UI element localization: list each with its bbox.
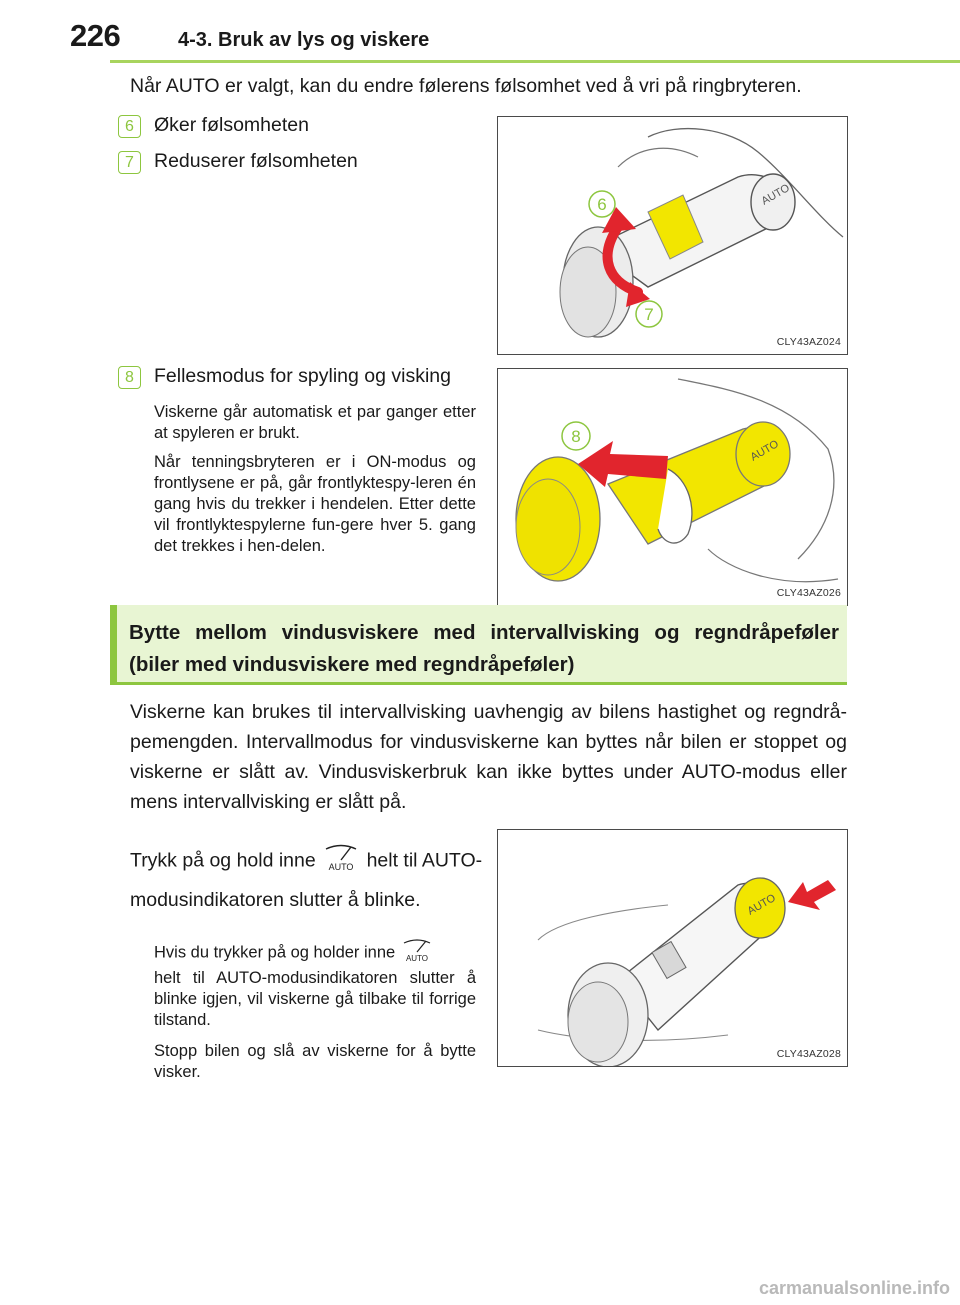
item8-note-2: Når tenningsbryteren er i ON-modus og frontlysene er på, går frontlyktespy-leren én gang hvis du trekker i hendelen. Etter dette vil frontlyktespylerne fun-gere hver 5. gang det trekkes i hen-delen. (154, 453, 476, 555)
header-rule (110, 60, 960, 63)
item-label-7: Reduserer følsomheten (154, 150, 358, 172)
figure-washer-mode (497, 368, 848, 606)
figure-code: CLY43AZ028 (776, 1048, 841, 1060)
lever-auto-label: AUTO (759, 182, 792, 208)
section-heading-box (110, 605, 847, 685)
press-text-after: helt til AUTO- (366, 849, 483, 872)
item-label-8: Fellesmodus for spyling og visking (154, 365, 451, 387)
item-number-8: 8 (118, 366, 141, 389)
press-note-1-before: Hvis du trykker på og holder inne (154, 943, 396, 962)
callout-6: 6 (597, 195, 607, 214)
washer-mode-illustration (498, 369, 847, 605)
figure-ring-switch (497, 116, 848, 355)
wiper-auto-icon-text: AUTO (405, 954, 428, 962)
item-number-6: 6 (118, 115, 141, 138)
item8-note-1: Viskerne går automatisk et par ganger etter at spyleren er brukt. (154, 403, 476, 442)
section-body-text: Viskerne kan brukes til intervallvisking uavhengig av bilens hastighet og regndrå-pemengden. Intervallmodus for vindusviskerne kan byttes når bilen er stoppet og viskerne er slått av. Vindusviskerbruk kan ikke byttes under AUTO-modus eller mens intervallvisking er slått på. (130, 701, 847, 813)
figure-code: CLY43AZ024 (776, 336, 841, 348)
callout-7: 7 (644, 305, 654, 324)
intro-text: Når AUTO er valgt, kan du endre følerens følsomhet ved å vri på ringbryteren. (130, 75, 802, 97)
section-title: Bytte mellom vindusviskere med intervallvisking og regndråpeføler (biler med vindusviskere med regndråpeføler) (129, 621, 839, 676)
press-note-2: Stopp bilen og slå av viskerne for å bytte visker. (154, 1042, 476, 1081)
ring-switch-illustration (498, 117, 847, 354)
auto-button-illustration (498, 830, 847, 1066)
figure-auto-button (497, 829, 848, 1067)
watermark: carmanualsonline.info (758, 1278, 950, 1298)
callout-8: 8 (571, 427, 581, 446)
wiper-auto-icon (400, 938, 434, 968)
lever-auto-label: AUTO (745, 892, 778, 918)
press-instruction-line2: modusindikatoren slutter å blinke. (130, 889, 421, 911)
press-note-1-rest: helt til AUTO-modusindikatoren slutter å blinke igjen, vil viskerne gå tilbake til forrige tilstand. (154, 969, 476, 1029)
lever-auto-label: AUTO (748, 438, 781, 464)
press-note-1-line1 (154, 938, 476, 968)
wiper-auto-icon (321, 843, 361, 880)
figure-code: CLY43AZ026 (776, 587, 841, 599)
page-number: 226 (70, 18, 121, 53)
wiper-auto-icon-text: AUTO (328, 862, 354, 871)
press-text-before: Trykk på og hold inne (130, 849, 316, 872)
press-instruction-line1 (130, 843, 483, 880)
section-header: 4-3. Bruk av lys og viskere (178, 29, 430, 51)
item-label-6: Øker følsomheten (154, 114, 309, 136)
item-number-7: 7 (118, 151, 141, 174)
